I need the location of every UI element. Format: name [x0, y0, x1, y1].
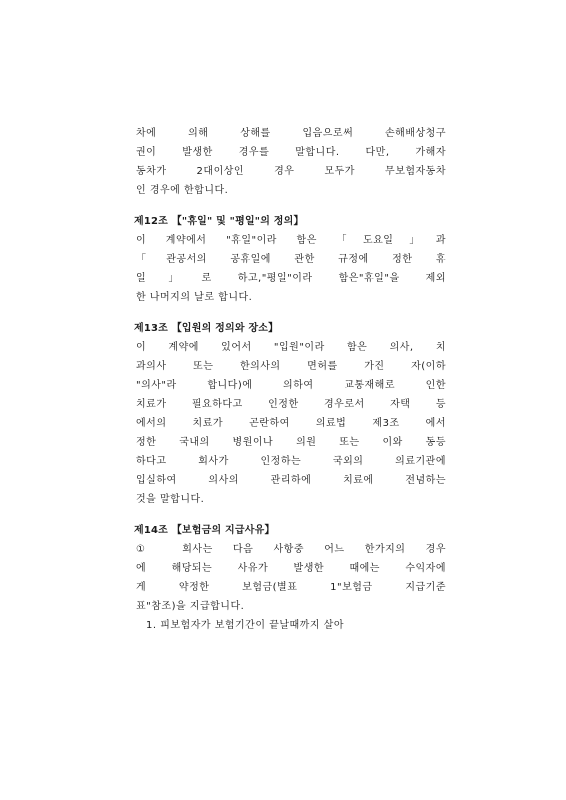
text-line: 표"참조)을 지급합니다.	[136, 601, 245, 612]
text-line: ① 회사는 다음 사항중 어느 한가지의 경우	[136, 544, 446, 555]
text-line: 하다고 회사가 인정하는 국외의 의료기관에	[136, 456, 446, 467]
text-column	[136, 124, 446, 635]
text-line: 일」로 하고,"평일"이라 함은"휴일"을 제외	[136, 273, 446, 284]
text-line: 「관공서의 공휴일에 관한 규정에 정한 휴	[136, 254, 446, 265]
text-line: 권이 발생한 경우를 말합니다. 다만, 가해자	[136, 147, 446, 158]
text-line: 에 해당되는 사유가 발생한 때에는 수익자에	[136, 563, 446, 574]
article-heading: 제12조 【"휴일" 및 "평일"의 정의】	[134, 216, 304, 227]
text-line: 치료가 필요하다고 인정한 경우로서 자택 등	[136, 399, 446, 410]
text-line: "의사"라 합니다)에 의하여 교통재해로 인한	[136, 380, 446, 391]
article-heading: 제14조 【보험금의 지급사유】	[134, 525, 275, 536]
text-line: 차에 의해 상해를 입음으로써 손해배상청구	[136, 128, 446, 139]
text-line: 에서의 치료가 곤란하여 의료법 제3조 에서	[136, 418, 446, 429]
text-line: 입실하여 의사의 관리하에 치료에 전념하는	[136, 475, 446, 486]
text-line: 이 계약에 있어서 "입원"이라 함은 의사, 치	[136, 342, 446, 353]
intro-paragraph	[136, 124, 446, 200]
text-line: 정한 국내의 병원이나 의원 또는 이와 동등	[136, 437, 446, 448]
article-14	[136, 521, 446, 635]
text-line: 동차가 2대이상인 경우 모두가 무보험자동차	[136, 166, 446, 177]
article-heading: 제13조 【입원의 정의와 장소】	[134, 323, 279, 334]
text-line: 것을 말합니다.	[136, 494, 205, 505]
text-line: 한 나머지의 날로 합니다.	[136, 292, 253, 303]
text-line: 과의사 또는 한의사의 면허를 가진 자(이하	[136, 361, 446, 372]
article-12	[136, 212, 446, 307]
text-line: 이 계약에서 "휴일"이라 함은 「도요일」과	[136, 235, 446, 246]
text-line: 게 약정한 보험금(별표 1"보험금 지급기준	[136, 582, 446, 593]
article-13	[136, 319, 446, 509]
text-line: 인 경우에 한합니다.	[136, 185, 229, 196]
text-line: 1. 피보험자가 보험기간이 끝날때까지 살아	[146, 620, 344, 631]
